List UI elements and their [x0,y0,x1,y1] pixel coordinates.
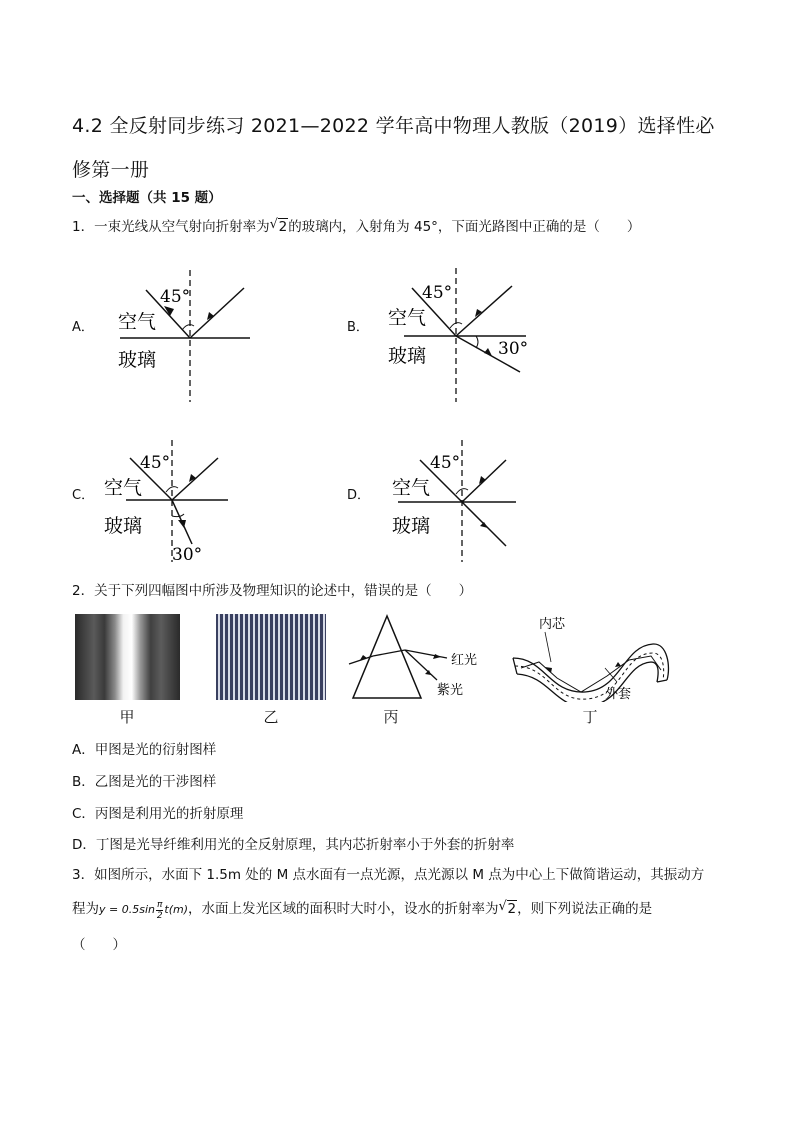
question-1-stem [72,216,732,238]
violet-light-label: 紫光 [437,683,464,698]
q2-option-b[interactable]: B．乙图是光的干涉图样 [72,774,217,790]
q2-option-d[interactable]: D．丁图是光导纤维利用光的全反射原理，其内芯折射率小于外套的折射率 [72,837,515,853]
sqrt-2: √ 2 [498,899,517,917]
air-label: 空气 [392,477,431,499]
air-label: 空气 [388,307,427,329]
q1-suffix: 的玻璃内，入射角为 45°，下面光路图中正确的是（ ） [288,219,641,235]
figure-bing-prism [345,612,495,704]
q1-option-a-letter[interactable]: A． [72,320,94,335]
q1-diagram-c[interactable] [100,436,250,566]
angle-label: 45° [160,287,191,307]
question-3-line-2: 程为y = 0.5sin $\frac{\pi}{2}$ t(m)，水面上发光区域的面积时大时小，设水的折射率为 √ 2，则下列说法正确的是 [72,899,653,921]
q2-option-c[interactable]: C．丙图是利用光的折射原理 [72,806,244,822]
page-title: 4.2 全反射同步练习 2021—2022 学年高中物理人教版（2019）选择性必修第一册 [72,115,715,181]
figure-label-yi: 乙 [263,708,279,726]
red-light-label: 红光 [451,653,478,668]
figure-jia-diffraction [75,614,180,700]
q1-diagram-a[interactable] [110,262,260,412]
question-2-stem: 2．关于下列四幅图中所涉及物理知识的论述中，错误的是（ ） [72,583,473,599]
angle-label: 45° [430,453,461,473]
q1-option-d-letter[interactable]: D． [347,488,371,503]
q1-option-b-letter[interactable]: B． [347,320,369,335]
glass-label: 玻璃 [392,515,431,537]
air-label: 空气 [104,477,143,499]
q2-option-a[interactable]: A．甲图是光的衍射图样 [72,742,217,758]
cladding-label: 外套 [605,687,632,702]
question-3-line-1: 3．如图所示，水面下 1.5m 处的 M 点水面有一点光源，点光源以 M 点为中心上下做简谐运动，其振动方 [72,867,705,883]
q1-diagram-b[interactable] [380,262,540,412]
sqrt-2: √ 2 [269,217,288,235]
figure-label-jia: 甲 [119,708,135,726]
figure-label-bing: 丙 [383,708,399,726]
glass-label: 玻璃 [388,345,427,367]
air-label: 空气 [118,311,157,333]
figure-yi-interference [216,614,326,700]
glass-label: 玻璃 [118,349,157,371]
core-label: 内芯 [539,617,566,632]
q1-option-c-letter[interactable]: C． [72,488,95,503]
equation: y = 0.5sin $\frac{\pi}{2}$ t(m) [99,899,189,921]
glass-label: 玻璃 [104,515,143,537]
q1-prefix: 1．一束光线从空气射向折射率为 [72,219,270,235]
q1-diagram-d[interactable] [388,436,538,566]
section-heading: 一、选择题（共 15 题） [72,190,222,206]
refraction-angle-label: 30° [172,545,203,565]
angle-label: 45° [140,453,171,473]
angle-label: 45° [422,283,453,303]
question-3-line-3: （ ） [72,937,126,953]
figure-ding-optical-fiber [505,606,680,702]
figure-label-ding: 丁 [582,708,598,726]
refraction-angle-label: 30° [498,339,529,359]
